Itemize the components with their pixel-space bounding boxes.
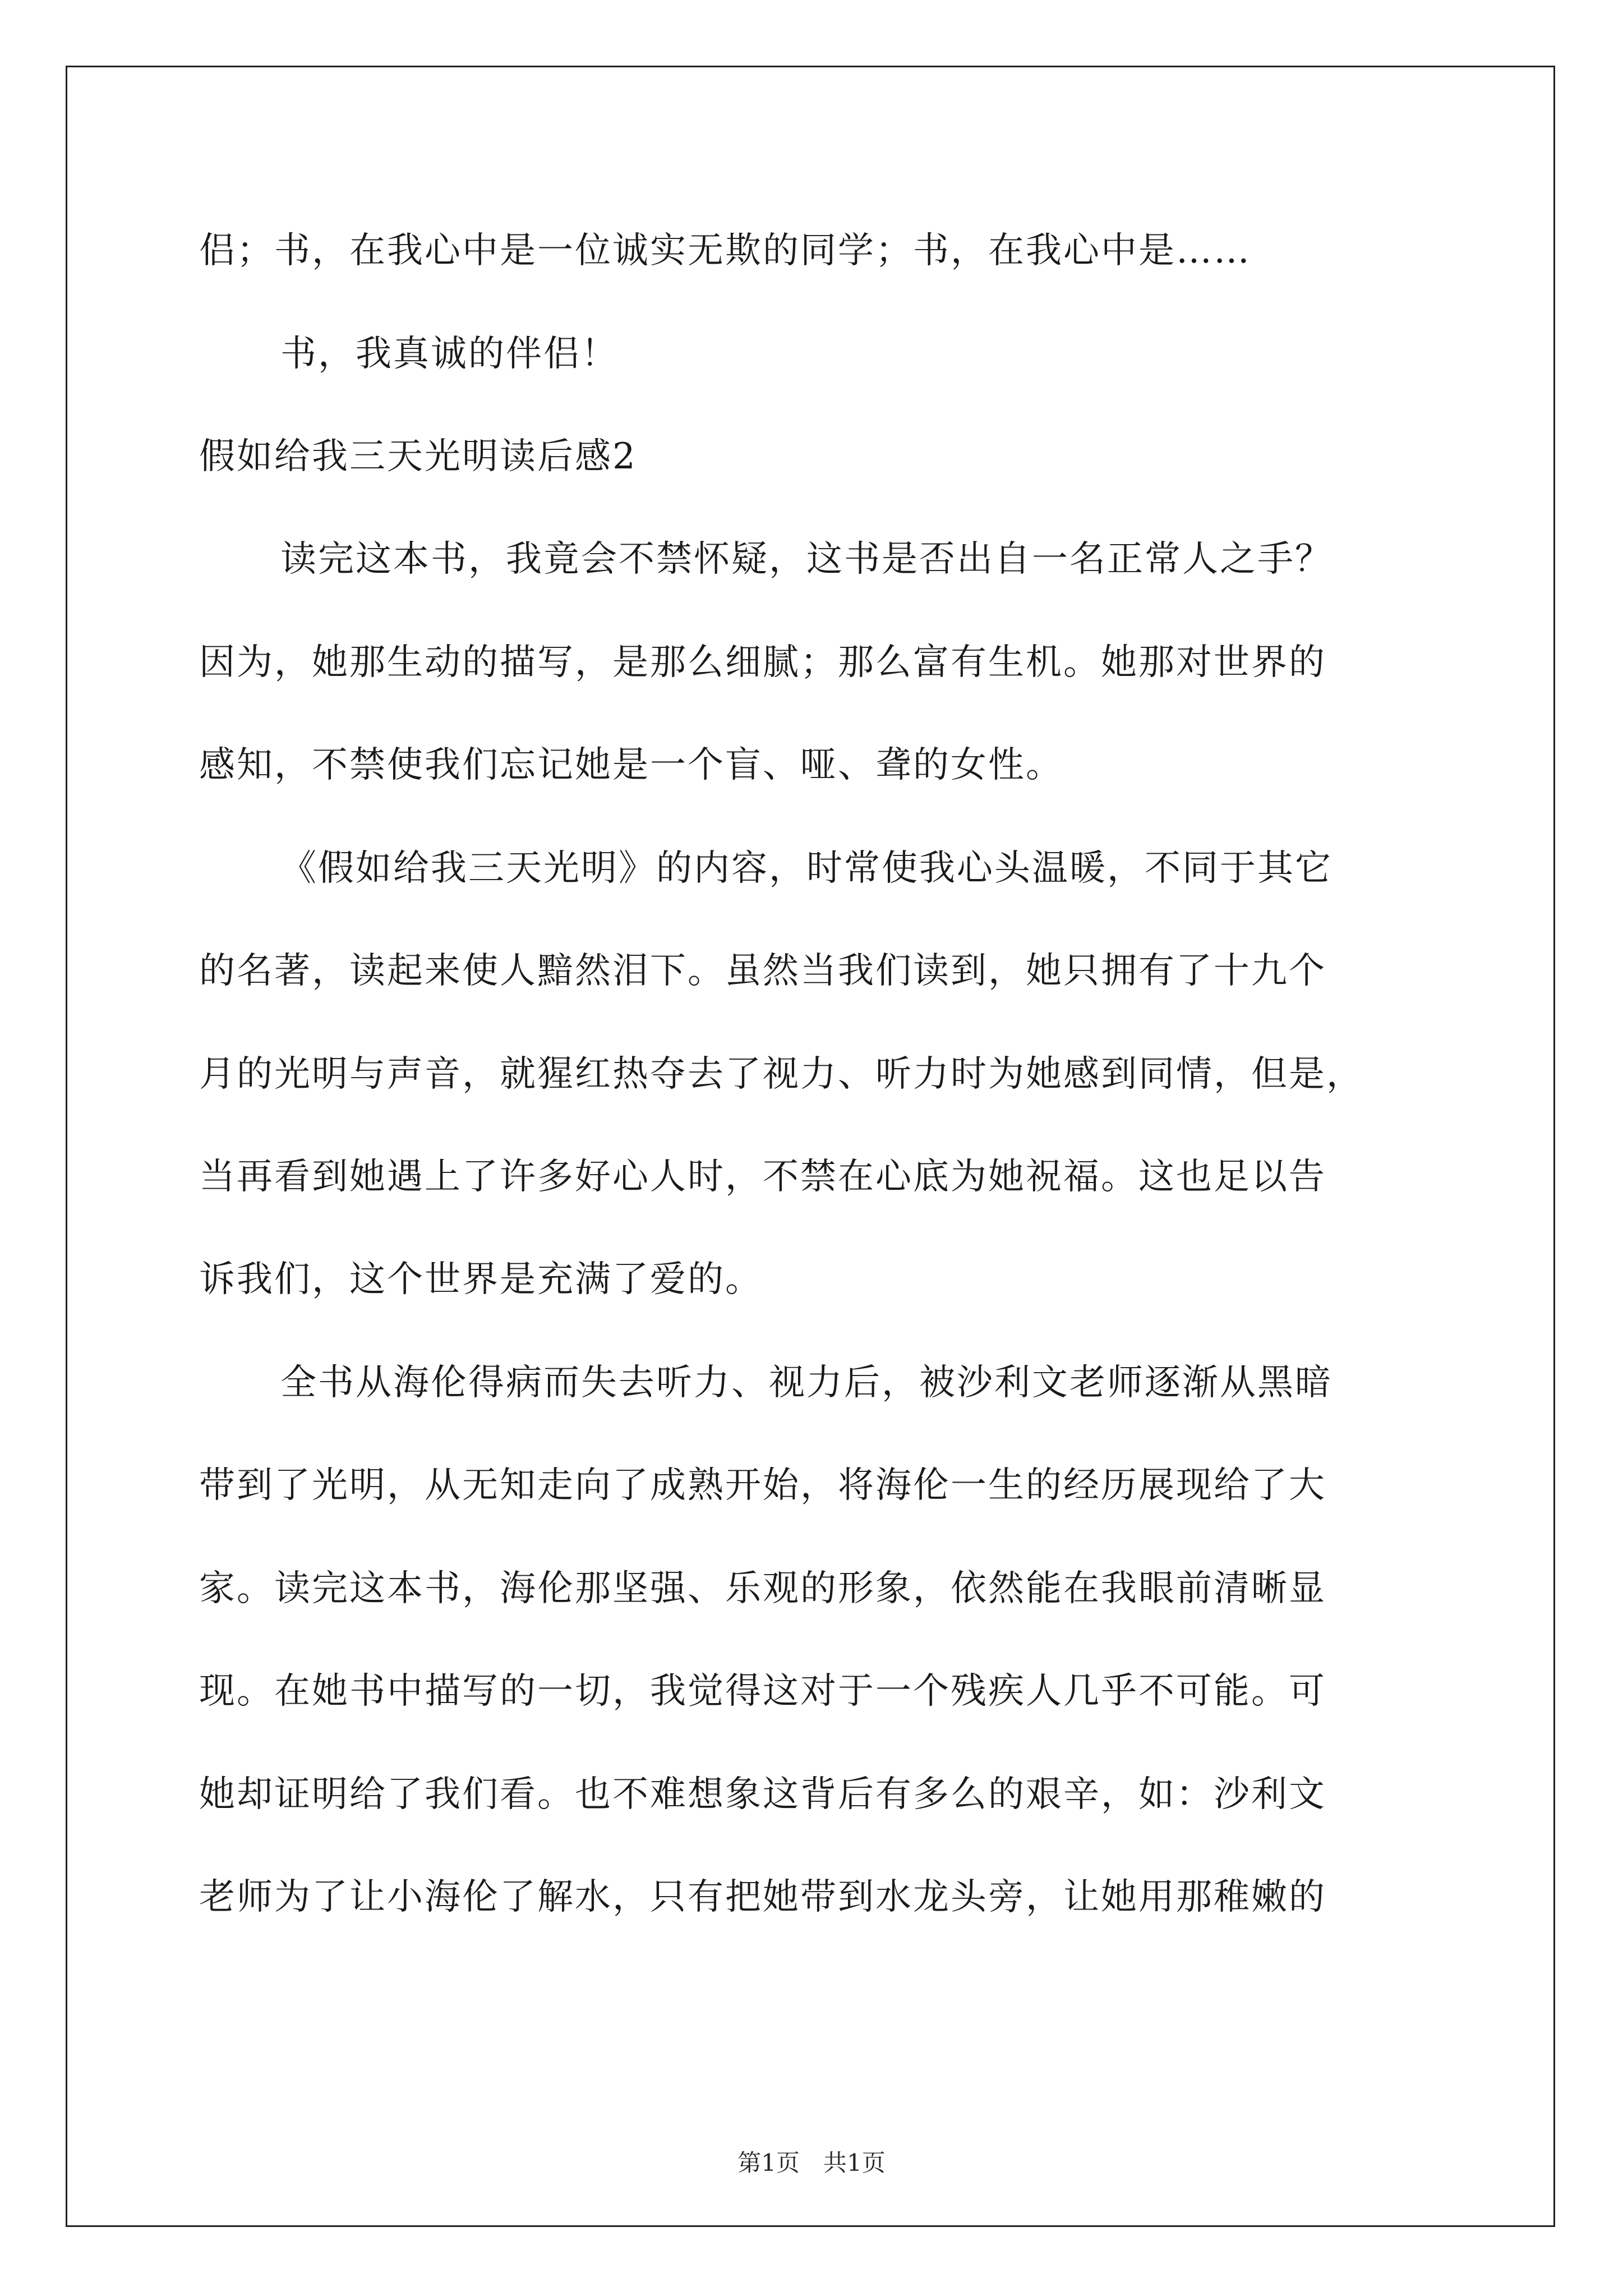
- section-heading: 假如给我三天光明读后感2: [199, 436, 637, 477]
- text-line: 她却证明给了我们看。也不难想象这背后有多么的艰辛，如：沙利文: [199, 1774, 1326, 1815]
- text-line: 月的光明与声音，就猩红热夺去了视力、听力时为她感到同情，但是，: [199, 1053, 1364, 1095]
- text-line: 现。在她书中描写的一切，我觉得这对于一个残疾人几乎不可能。可: [199, 1671, 1326, 1712]
- text-line: 诉我们，这个世界是充满了爱的。: [199, 1259, 763, 1300]
- page-number-footer: 第1页 共1页: [737, 2149, 886, 2177]
- text-line: 侣；书，在我心中是一位诚实无欺的同学；书，在我心中是……: [199, 230, 1251, 272]
- text-line: 因为，她那生动的描写，是那么细腻；那么富有生机。她那对世界的: [199, 642, 1326, 683]
- text-line: 感知，不禁使我们忘记她是一个盲、哑、聋的女性。: [199, 744, 1063, 786]
- text-line: 的名著，读起来使人黯然泪下。虽然当我们读到，她只拥有了十九个: [199, 950, 1326, 992]
- text-line: 当再看到她遇上了许多好心人时，不禁在心底为她祝福。这也足以告: [199, 1156, 1326, 1198]
- text-line: 读完这本书，我竟会不禁怀疑，这书是否出自一名正常人之手？: [280, 539, 1332, 580]
- text-line: 全书从海伦得病而失去听力、视力后，被沙利文老师逐渐从黑暗: [280, 1362, 1332, 1404]
- text-line: 老师为了让小海伦了解水，只有把她带到水龙头旁，让她用那稚嫩的: [199, 1876, 1326, 1918]
- text-line: 家。读完这本书，海伦那坚强、乐观的形象，依然能在我眼前清晰显: [199, 1568, 1326, 1609]
- text-line: 书，我真诚的伴侣！: [280, 333, 619, 375]
- text-line: 《假如给我三天光明》的内容，时常使我心头温暖，不同于其它: [280, 848, 1332, 889]
- text-line: 带到了光明，从无知走向了成熟开始，将海伦一生的经历展现给了大: [199, 1465, 1326, 1506]
